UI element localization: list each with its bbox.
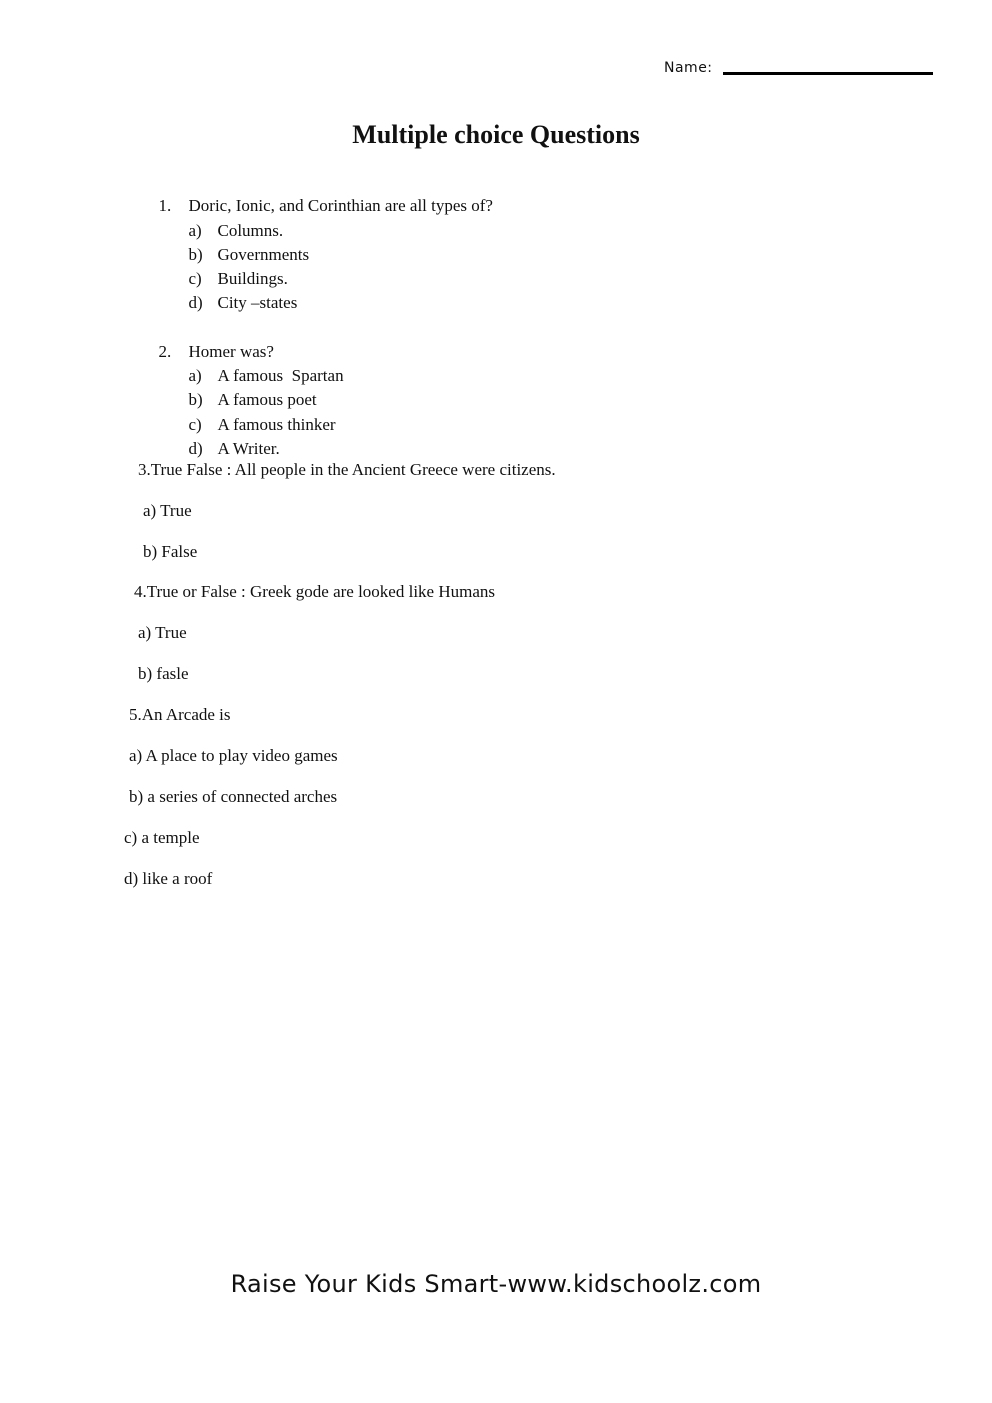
question-1-text: Doric, Ionic, and Corinthian are all types of? bbox=[188, 196, 493, 215]
option-text: A famous thinker bbox=[217, 415, 336, 434]
question-4-option-b: b) fasle bbox=[138, 664, 189, 683]
question-2-text: Homer was? bbox=[188, 342, 274, 361]
footer-text: Raise Your Kids Smart-www.kidschoolz.com bbox=[230, 1270, 762, 1298]
question-3-option-a: a) True bbox=[143, 501, 192, 520]
option-text: City –states bbox=[217, 293, 298, 312]
question-5-option-a: a) A place to play video games bbox=[129, 746, 338, 765]
option-text: Columns. bbox=[217, 221, 284, 240]
question-5-option-d: d) like a roof bbox=[124, 869, 213, 888]
question-1-option-d bbox=[180, 273, 297, 313]
option-text: A famous Spartan bbox=[217, 366, 344, 385]
question-4-option-a: a) True bbox=[138, 623, 187, 642]
option-text: A Writer. bbox=[217, 439, 280, 458]
question-4-text: 4.True or False : Greek gode are looked like Humans bbox=[134, 582, 496, 601]
question-2-option-d bbox=[180, 419, 280, 459]
question-2-number: 2. bbox=[158, 342, 172, 361]
option-letter: b) bbox=[188, 390, 203, 409]
option-letter: a) bbox=[188, 221, 202, 240]
name-blank-line bbox=[723, 72, 933, 75]
option-letter: a) bbox=[188, 366, 202, 385]
question-3-text: 3.True False : All people in the Ancient Greece were citizens. bbox=[138, 460, 556, 479]
question-5-option-b: b) a series of connected arches bbox=[129, 787, 338, 806]
question-5-option-c: c) a temple bbox=[124, 828, 200, 847]
question-5-text: 5.An Arcade is bbox=[129, 705, 231, 724]
option-letter: b) bbox=[188, 245, 203, 264]
option-letter: c) bbox=[188, 415, 202, 434]
option-letter: d) bbox=[188, 293, 203, 312]
option-text: A famous poet bbox=[217, 390, 317, 409]
page-title: Multiple choice Questions bbox=[352, 120, 640, 149]
name-field bbox=[664, 60, 933, 76]
name-label: Name: bbox=[664, 60, 713, 76]
option-letter: c) bbox=[188, 269, 202, 288]
option-text: Governments bbox=[217, 245, 310, 264]
option-text: Buildings. bbox=[217, 269, 288, 288]
question-1-number: 1. bbox=[158, 196, 172, 215]
option-letter: d) bbox=[188, 439, 203, 458]
question-3-option-b: b) False bbox=[143, 542, 198, 561]
